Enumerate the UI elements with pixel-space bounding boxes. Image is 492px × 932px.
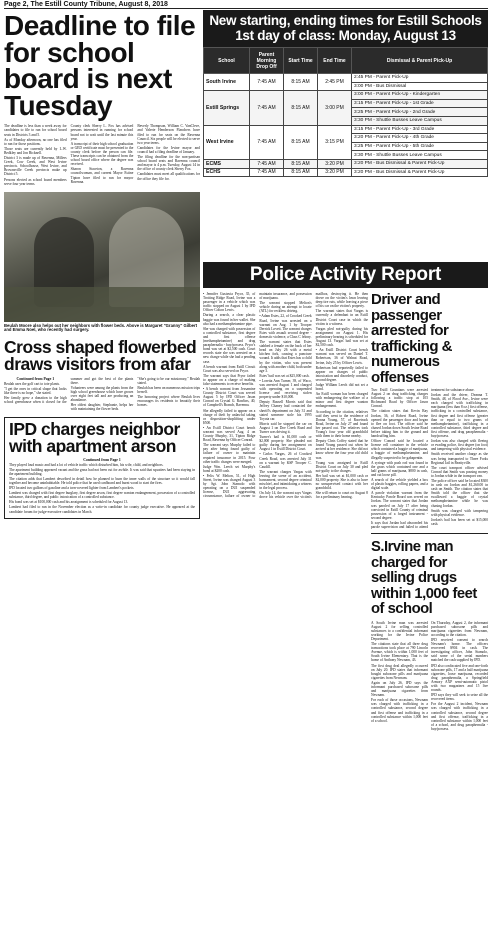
paragraph: The warrant says that Pryor failed to appear on a charge of making false statements to receive benefits. xyxy=(203,373,256,386)
dismissal-cell: 3:00 PM - Parent Pick-Up - Kindergarten xyxy=(352,91,488,100)
paragraph: The deadline is less than a week away for candidates to file to run for school board seats in Districts 3 and 5. xyxy=(4,124,67,137)
column-header: School xyxy=(204,48,250,74)
paragraph: The warrant states that Estes stabbed a female on the back of her head on July 26 with a metal kitchen fork, causing a puncture wound. It adds that Estes has a child by the victim, who was present along with another child, both under age 3. xyxy=(259,340,312,373)
paragraph: During a search, a clear plastic baggie was found in her wallet. She also had a methamphetamine pipe. xyxy=(203,313,256,326)
column-header: Start Time xyxy=(284,48,318,74)
paragraph: Again on July 26, IPD says the informant purchased suboxone pills and marijuana cigarettes from Newnam. xyxy=(371,680,428,698)
drop-off-cell: 7:45 AM xyxy=(250,125,284,159)
dismissal-cell: 3:25 PM - Parent Pick-Up - 2nd Grade xyxy=(352,108,488,117)
start-time-cell: 8:15 AM xyxy=(284,74,318,91)
paragraph: Candidates for the Irvine mayor and council had a filing deadline of January. xyxy=(137,145,200,154)
paragraph: Jordan and the driver, Deanna T. Smith, 48, of Flood Ave., Irvine were each charged with trafficking in marijuana (less than 8 oz.) first offense, trafficking in a controlled substance, first degree and first offense (greater than or equal to two grams of methamphetamine), trafficking in a controlled substance, third degree and first offense, and drug paraphernalia - buy/possess. xyxy=(431,393,488,439)
dismissal-cell: 3:30 PM - Shuttle Busses Leave Campus xyxy=(352,151,488,160)
paragraph: IPD also confiscated five and one-forth suboxone pills, 17 and a half marijuana cigarettes, loose marijuana, recorded drug paraphernalia, a Springfield Armory AXP semi-automatic pistol with two magazines and 15 live rounds. xyxy=(431,663,488,693)
paragraph: Young was arraigned in Estill District Court on July 30 and pled not-guilty to the charges. xyxy=(315,460,368,473)
paragraph: Candidates must meet all qualifications for the office they file for. xyxy=(137,172,200,181)
paragraph: Judge William Leech did not set a bond. xyxy=(315,382,368,392)
irvine-body xyxy=(371,621,488,731)
police-report-banner: Police Activity Report xyxy=(203,262,488,288)
paragraph: Lambert was charged with first degree burglary, first degree arson, first degree wanton endangerment, possession of a controlled substance, third degree, and public intoxication of a controlled substance. xyxy=(9,491,195,500)
paragraph: Beulah has been on numerous mission trips herself. xyxy=(137,385,200,394)
left-column xyxy=(4,10,200,928)
paragraph: IPD received consent to search Newnam's home. The officers recovered $904 in cash. The investigating officer, John Stamolo, said some of the serial numbers matched the cash supplied by IPD. xyxy=(431,637,488,663)
paragraph: Two Estill Countians were arrested August 2 on drug trafficking charges following a traffic stop at 105 Richmond Road by Officer Jason Conrad. xyxy=(371,388,428,409)
paragraph: Persons elected as school board members serve four year terms. xyxy=(4,177,67,186)
paragraph: Officer Conrad said he located a license roll container in the vehicle which contained a baggie of marijuana, a baggie of methamphetamine, and illegally suspected to be gabapentin. xyxy=(371,439,428,460)
paragraph: • Adam Estes, 22, of Crooked Creek Road, Irvine was arrested on a warrant on Aug. 1 by Trooper Derrick Lovett. The warrant charges Estes with assault second degree - domestic violence, a Class C felony. xyxy=(259,314,312,339)
end-time-cell: 3:20 PM xyxy=(318,168,352,177)
paragraph: Jordan was also charged with fleeing or evading police, first degree (on foot) and tampering with physical evidence. xyxy=(431,439,488,452)
paragraph: The citation adds that Lambert described in detail how he planned to burn the inner walls of the structure so it would fall together and become uninhabitable. He told police that he used cardboard and burnt wood to start the fires. xyxy=(9,476,195,485)
paragraph: The court transport officer advised Conrad that Smith was passing money to Jordan while in the transport van. xyxy=(431,465,488,478)
end-time-cell: 3:15 PM xyxy=(318,125,352,159)
paragraph: Beulah uses the golf cart to tote plants. xyxy=(4,381,60,386)
paragraph: • A bench warrant from Jessamine County District Court was served August 5 by IPD Officer Jason Conrad on Crystal G. Rawlins, 40, of Campbell's Branch, Ravenna. xyxy=(203,387,256,408)
paragraph: • Felix W. Melton, 51, of High Street, Irvine was charged August 3 by Sgt. John Stamolo with operating on a DUI suspended license, DUI aggravating circumstance, failure of owner to maintain insurance, and possession of marijuana. xyxy=(203,292,312,499)
paragraph: Her family grew a donation to the high school greenhouse when it closed for the summer and got the best of the plants there. xyxy=(4,376,134,404)
paragraph: "She's going to be our missionary," Beulah stated. xyxy=(137,376,200,385)
paragraph: Turner's bail is $1,000 cash or $2,000 property. She pleaded not guilty during her arraignment on August 1 in Estill District Court. xyxy=(259,435,312,452)
paragraph: • Carlos Vargas, 26 of Crooked Creek Road, was arrested July 31 on a warrant by KSP Trooper C. Caudill. xyxy=(259,452,312,469)
paragraph: Morris said he stopped the car on August 1 on Doe Creek Road and Turner was driving it. xyxy=(259,421,312,434)
driver-story xyxy=(371,292,488,529)
paragraph: Estes' bail was set at $25,000 cash. xyxy=(259,373,310,378)
paragraph: Smith was charged with tampering with physical evidence. xyxy=(431,508,488,517)
school-cell: ECMS xyxy=(204,159,250,168)
paragraph: His bond was set at $100,000 cash and his arraignment is scheduled for August 13. xyxy=(9,500,129,505)
dismissal-cell: 2:45 PM - Parent Pick-Up xyxy=(352,74,488,83)
paragraph: A syringe with push rod was found in the grass which contained one and a half grams of marijuana, $800 in cash, and cut loose pill. xyxy=(371,460,428,477)
paragraph: The honoring project where Beulah lives encourages its residents to beautify their homes. xyxy=(137,394,200,408)
table-row xyxy=(204,125,488,134)
cross-shaped-headline: Cross shaped flowerbed draws visitors from afar xyxy=(4,337,197,374)
paragraph: Her oldest daughter, Stephanie, helps her with maintaining the flower beds. xyxy=(70,403,134,412)
running-head: Page 2, The Estill County Tribune, August 8, 2018 xyxy=(4,0,488,9)
paragraph: • An Estill District Court bench warrant was served Aug. 4 on County Murphy, 31, Tipton Ridge Road, Ravenna by Officer Conrad. xyxy=(203,425,256,443)
school-cell: West Irvine xyxy=(204,125,250,159)
police-report-body xyxy=(203,292,368,928)
start-time-cell: 8:15 AM xyxy=(284,168,318,177)
paragraph: On Thursday, August 2, the informant purchased suboxone pills and marijuana cigarettes from Newnam, according to the citation. xyxy=(431,620,488,637)
table-header-row xyxy=(204,48,488,74)
paragraph: District 3 is made up of Ravenna, Millers Creek, Cow Creek, and West Irvine precincts. Schoolhouse, West Irvine, and Brownsville Creek precincts make up District 5. xyxy=(4,156,67,177)
column-header: Parent Morning Drop Off xyxy=(250,48,284,74)
paragraph: Judge Wm. Leech set Murphy's bond at $200 cash. xyxy=(203,464,256,473)
dismissal-cell: 3:15 PM - Parent Pick-Up - 1st Grade xyxy=(352,99,488,108)
paragraph: A transcript of their high school graduation or GED certificate must be presented to the county clerk before the person can file. These transcripts can be obtained from the school board office where the degree was received. xyxy=(70,141,134,167)
paragraph: Sharon Staceton, a Ravenna councilwoman, and current Mayor Estine Tipton have filed to run for mayor Ravenna. xyxy=(70,167,134,184)
paragraph: The first drug deal allegedly occurred on July 20. IPD states that informant bought suboxone pills and marijuana cigarettes from Newnam. xyxy=(371,663,428,680)
paragraph: Volunteers were among the plants from the high school greenhouse which have grown over eight feet tall and are producing an abundance. xyxy=(70,385,134,402)
cross-shaped-story xyxy=(4,339,200,411)
paragraph: Jordan's bail has been set at $15,000 cash. xyxy=(431,517,488,526)
irvine-story xyxy=(371,540,488,731)
end-time-cell: 3:20 PM xyxy=(318,159,352,168)
school-schedule xyxy=(203,10,488,258)
dismissal-cell: 3:00 PM - Bus Dismissal xyxy=(352,82,488,91)
paragraph: The warrant states that Vargas is currently a defendant in an Estill District Court case in which the victim is a witness. xyxy=(315,309,368,326)
paragraph: She will return to court on August 8 for a preliminary hearing. xyxy=(315,491,368,500)
paragraph: The apartment building appeared vacant and the grass had not been cut for awhile. It was said that squatters had been staying in the apartment building. xyxy=(9,467,195,476)
end-time-cell: 2:45 PM xyxy=(318,74,352,91)
dismissal-cell: 3:30 PM - Shuttle Busses Leave Campus xyxy=(352,116,488,125)
right-column xyxy=(371,292,488,928)
paragraph: The warrant says Murphy failed to pay after being found guilty of failure of owner to maintain required insurance in 2015. Four other traffic charges were merged. xyxy=(203,443,256,464)
drop-off-cell: 7:45 AM xyxy=(250,159,284,168)
paragraph: It says that Jordan had absconded his parole supervision and failed to attend treatment for substance abuse. xyxy=(371,388,475,529)
paragraph: The warrant stopped Melton's vehicle during an attempt to locate (ATL) for reckless driving. xyxy=(259,301,312,314)
paragraph: They played loud music and had a lot of vehicle traffic which disturbed him, his wife, child, and neighbors. xyxy=(9,462,164,467)
ipd-arson-headline: IPD charges neighbor with apartment arson xyxy=(9,419,180,456)
paragraph: • Jennifer Gustavia Pryor, 35, of Trotting Ridge Road, Irvine was a passenger in a vehicle which was traffic stopped on August 1 by IPD Officer Colton Lewis. xyxy=(203,292,256,313)
paragraph: The filing deadline for the non-partisan school board seats and Ravenna council and mayor is 4 p.m. Tuesday, August 14 in the office of county clerk Sherry Fox. xyxy=(137,155,200,172)
flowerbed-photo xyxy=(4,192,200,322)
deadline-headline: Deadline to file for school board is next Tuesday xyxy=(4,10,196,121)
dismissal-cell: 3:20 PM - Bus Dismissal & Parent Pick-Up xyxy=(352,159,488,168)
paragraph: A South Irvine man was arrested August 2 for selling controlled substances to a confidential informant working for the Irvine Police Department. xyxy=(371,620,428,641)
photo-caption: Beulah Moore also helps out her neighbors with flower beds. Above is Margaret "Granny" Gilbert and Emma Noel, who recently had surgery. xyxy=(4,322,197,333)
continued-line: Continued from Page 1 xyxy=(16,376,55,381)
start-time-cell: 8:15 AM xyxy=(284,159,318,168)
paragraph: A parole violation warrant from the Kentucky Parole Board was served on Jordan. The warrant states that Jordan was paroled on July 17 after being convicted in Estill County of criminal possession of a forged instrument - second degree. xyxy=(371,491,428,520)
paragraph: For the August 2 incident, Newnam was charged with trafficking in a controlled substance, second degree and first offense, trafficking in a controlled substance within 1,000 feet of a school, and drug paraphernalia - buy/possess. xyxy=(431,702,488,731)
paragraph: For each of those occasions, Newnam was charged with trafficking in a controlled substance, second degree and first offense and trafficking in a controlled substance within 1,000 feet of a school. xyxy=(371,698,428,723)
deadline-story xyxy=(4,10,200,186)
paragraph: "I get the ones in critical shape that looks like there is no hope," she stated. xyxy=(4,386,67,395)
dismissal-cell: 3:20 PM - Parent Pick-Up - 4th Grade xyxy=(352,134,488,143)
paragraph: Smith received another charge as she was being transported to Three Forks Regional Jail in Beattyville. xyxy=(431,452,488,465)
paragraph: Deputy Chris Coffey stated that he found Young passed out when he arrived at her residence. She did not know where the four year old child was. xyxy=(315,439,368,460)
table-row xyxy=(204,74,488,83)
irvine-headline: S.Irvine man charged for selling drugs within 1,000 feet of school xyxy=(371,539,477,618)
school-cell: Estill Springs xyxy=(204,91,250,125)
schedule-banner: New starting, ending times for Estill Schools 1st day of class: Monday, August 13 xyxy=(203,10,488,47)
cross-shaped-body xyxy=(4,377,200,412)
paragraph: The warrant charges Vargas with leaving the scene of an accident, harassment, second degree criminal mischief, and intimidating a witness in the legal process. xyxy=(259,469,312,491)
paragraph: Robertson had reportedly failed to appear on charges of public intoxication and disorderly conduct, second degree. xyxy=(315,365,368,382)
paragraph: IPD located two gallons of gasoline and a torn-covered lighter from Lambert's pockets. xyxy=(9,486,135,491)
deadline-body xyxy=(4,124,200,185)
drop-off-cell: 7:45 AM xyxy=(250,91,284,125)
paragraph: An Estill woman has been charged with endangering the welfare of a minor and first degree wanton endangerment. xyxy=(315,392,368,409)
paragraph: She was charged with possession of a controlled substance, first degree and first offense (methamphetamine) and drug paraphernalia - buy/possess. Pryor's bond was set at $2,500 cash. Court records state she was arrested on a new charge while she had a pending case. xyxy=(203,326,256,364)
start-time-cell: 8:15 AM xyxy=(284,91,318,125)
drop-off-cell: 7:45 AM xyxy=(250,168,284,177)
school-cell: South Irvine xyxy=(204,74,250,91)
table-row xyxy=(204,91,488,100)
paragraph: Beverly Thompson, William C. VanCleve, and Valerie Henderson Flanchers have filed to run for seats on the Ravenna Council. Six people will be elected to serve two year terms. xyxy=(137,124,200,145)
table-row xyxy=(204,168,488,177)
paragraph: County clerk Sherry L. Fox has advised persons interested in running for school board not to wait until the last minute this year. xyxy=(70,124,134,141)
divider xyxy=(371,533,488,534)
paragraph: A search of the vehicle yielded a box of plastic baggies, rolling papers, and a digital scale. xyxy=(371,477,428,491)
paragraph: Vargas pled not-guilty during his arraignment on August 1. His preliminary hearing is scheduled for August 13. Vargas' bail was set at $2,500 cash. xyxy=(315,326,368,348)
paragraph: IPD says they will seek to seize all the recovered items. xyxy=(431,693,488,702)
paragraph: The police officer said he located $300 in cash on Jordan and $1,260.00 in cash on Smith. The citation states that Smith told the officer that she swallowed a baggie of crystal methamphetamine while he was chasing Jordan. xyxy=(431,478,488,508)
ipd-arson-story xyxy=(4,417,200,518)
paragraph: The citations state that all three drug transactions took place at 790 Lincoln Avenue, which is within 1,000 feet of South Irvine Elementary. That is the home of Anthony Newnam, 43. xyxy=(371,642,428,663)
drop-off-cell: 7:45 AM xyxy=(250,74,284,91)
end-time-cell: 3:00 PM xyxy=(318,91,352,125)
driver-headline: Driver and passenger arrested for trafficking & numerous offenses xyxy=(371,292,453,386)
paragraph: On July 14, the warrant says Vargas drove his vehicle over the victim's mailbox, destroying it. He then drove on the victim's lawn leaving deep tire ruts, while leaving a piece of his car on the victim's property. xyxy=(259,292,368,500)
paragraph: • An Estill District Court bench warrant was served on Daniel T. Robertson, 36 of Walnut Road, Irvine, July 25 by Officer Lewis. xyxy=(315,348,368,365)
paragraph: A bench warrant from Estill Circuit Court was also served on Pryor. xyxy=(203,364,256,373)
paragraph: Her bail was set at $1,000 cash or $2,000 property. She is also to have no unsupervised contact with her grandchild. xyxy=(315,473,368,491)
table-row xyxy=(204,159,488,168)
paragraph: The citation states that Kevin Ray Jordan, 36, of Robert Road, Irvine opened the passenger door and began to flee on foot. The officer said he chased Jordan down South Irvine Road before taking him to the ground and handcuffing him. xyxy=(371,409,428,439)
paragraph: She allegedly failed to appear on a charge of theft by unlawful taking or disposition-shoplifting under $500. xyxy=(203,408,256,425)
ipd-arson-body xyxy=(9,458,195,514)
column-header: End Time xyxy=(318,48,352,74)
paragraph: Deputy Russell Morris said that Jeffrey Chaney had contacted the sheriff's department on July 31 and stated someone stole his 1995 Toyota car. xyxy=(259,400,312,421)
paragraph: According to the citation, relatives said they went to the residence of Donna Young, 57, of Racetrack Road, Irvine on July 27 and found her passed out. The relatives took Young's four year old grandchild with them to their home nearby. xyxy=(315,409,368,439)
dismissal-cell: 3:25 PM - Parent Pick-Up - 5th Grade xyxy=(352,142,488,151)
driver-body xyxy=(371,388,488,529)
paragraph: Lambert had filed to run in the November election as a write-in candidate for county judge executive. He appeared at the candidate forum for judge-executive candidates in March. xyxy=(9,505,195,514)
school-cell: ECHS xyxy=(204,168,250,177)
dismissal-cell: 3:20 PM - Bus Dismissal & Parent Pick-Up xyxy=(352,168,488,177)
paragraph: As of Monday afternoon, no one has filed to run for those positions. xyxy=(4,137,67,146)
start-time-cell: 8:15 AM xyxy=(284,125,318,159)
column-header: Dismissal & Parent Pick-Up xyxy=(352,48,488,74)
paragraph: • Loretta Ann Turner, 39, of Waco, was arrested August 1 and charged with operating on a suspended license and receiving stolen property under $10,000. xyxy=(259,378,312,400)
dismissal-cell: 3:15 PM - Parent Pick-Up - 3rd Grade xyxy=(352,125,488,134)
schedule-table xyxy=(203,47,488,177)
paragraph: Those seats are currently held by L.W. Bedkley and Jon Bicknell. xyxy=(4,146,67,155)
continued-line: Continued from Page 1 xyxy=(83,457,121,462)
